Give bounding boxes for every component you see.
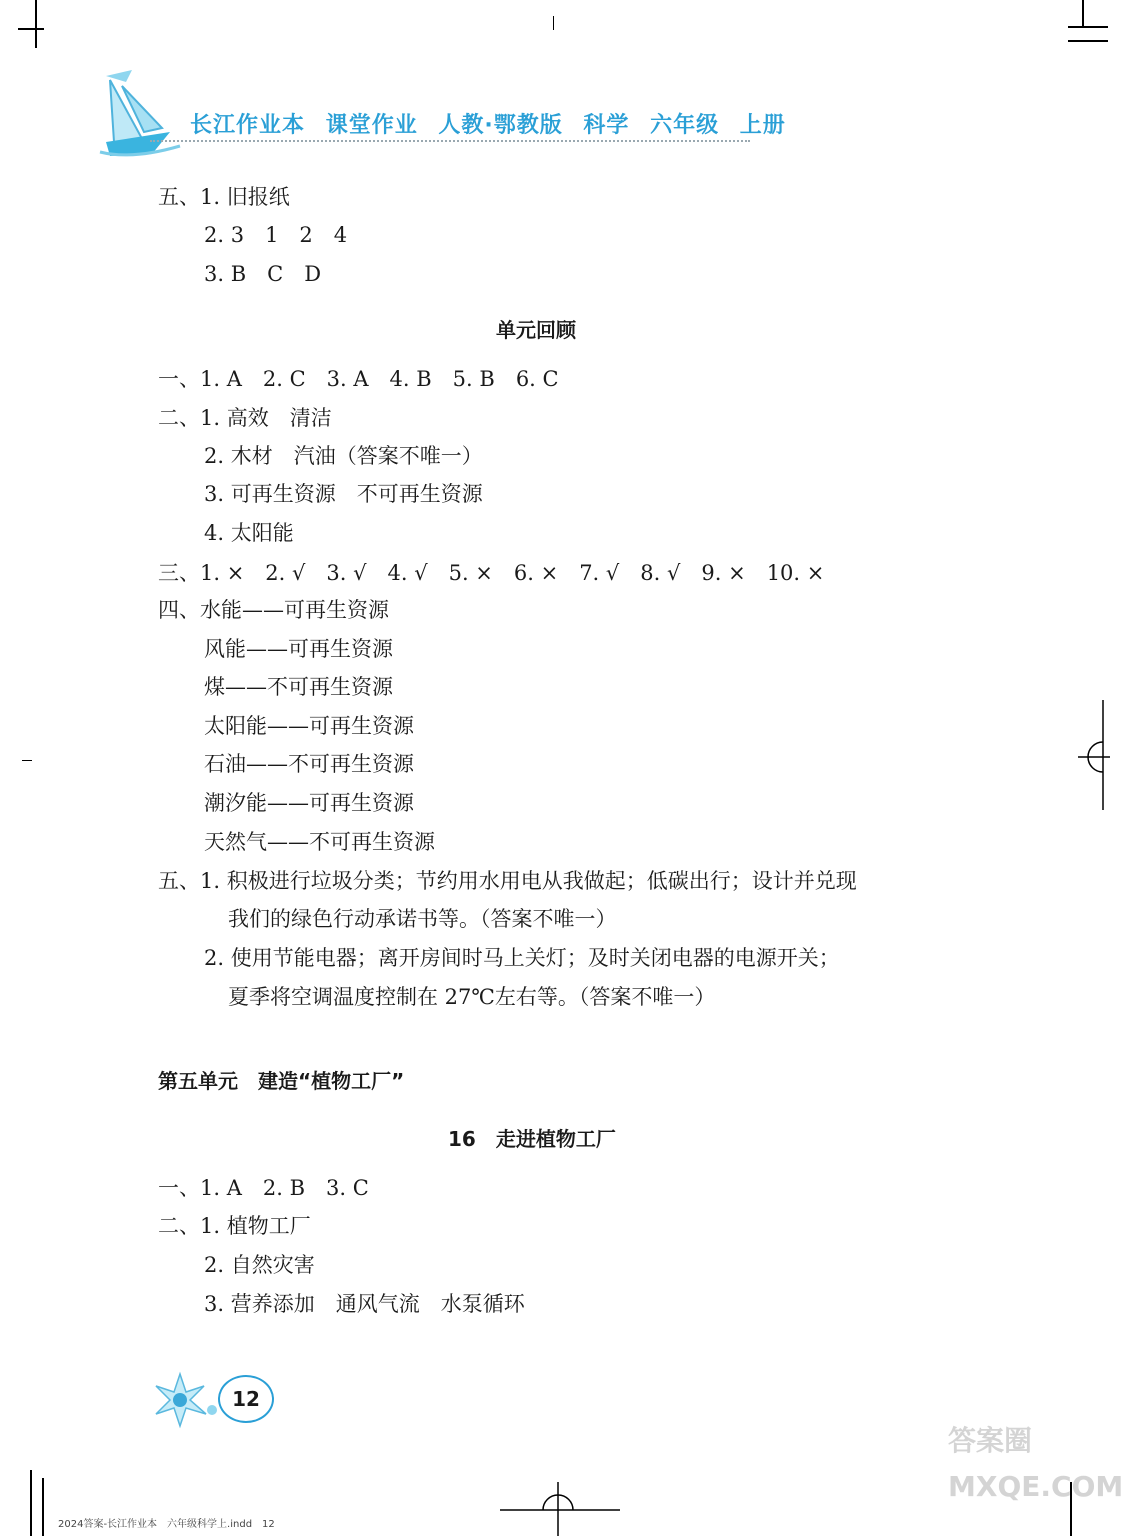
answer-line: 二、1. 植物工厂 <box>158 1214 311 1238</box>
header-edition: 人教·鄂教版 <box>438 113 563 138</box>
unit-heading: 第五单元 建造“植物工厂” <box>158 1069 405 1093</box>
answer-line: 潮汐能——可再生资源 <box>204 791 414 815</box>
header-grade: 六年级 <box>650 113 720 138</box>
answer-line: 太阳能——可再生资源 <box>204 714 414 738</box>
header-series: 长江作业本 <box>190 113 306 138</box>
answer-line: 夏季将空调温度控制在 27℃左右等。（答案不唯一） <box>228 985 716 1009</box>
crop-mark-top-right-h2 <box>1068 40 1108 42</box>
answer-line: 2. 3 1 2 4 <box>204 223 348 247</box>
watermark: 答案圈 MXQE.COM <box>948 1424 1124 1503</box>
sparkle-decoration-icon <box>150 1370 225 1430</box>
answer-line: 我们的绿色行动承诺书等。（答案不唯一） <box>228 907 617 931</box>
answer-line: 煤——不可再生资源 <box>204 675 393 699</box>
answer-line: 3. B C D <box>204 262 322 286</box>
crop-mark-bottom-left-v2 <box>42 1478 44 1536</box>
crop-mark-top-center <box>553 16 554 30</box>
answer-line: 2. 使用节能电器；离开房间时马上关灯；及时关闭电器的电源开关； <box>204 946 840 970</box>
crop-mark-top-left-v <box>35 0 37 48</box>
section-heading: 单元回顾 <box>496 318 576 342</box>
registration-mark-bottom <box>500 1470 620 1536</box>
crop-mark-top-right-h <box>1068 26 1108 28</box>
lesson-heading: 16 走进植物工厂 <box>448 1127 616 1151</box>
ship-logo-icon <box>92 68 192 160</box>
footer-note: 2024答案-长江作业本 六年级科学上.indd 12 <box>58 1519 275 1530</box>
answer-line: 二、1. 高效 清洁 <box>158 406 332 430</box>
crop-mark-bottom-left-v <box>30 1470 32 1536</box>
answer-line: 一、1. A 2. C 3. A 4. B 5. B 6. C <box>158 367 559 391</box>
page-number: 12 <box>218 1375 274 1423</box>
crop-mark-top-left-h <box>18 28 44 30</box>
answer-line: 四、水能——可再生资源 <box>158 598 389 622</box>
answer-line: 五、1. 旧报纸 <box>158 185 290 209</box>
answer-line: 一、1. A 2. B 3. C <box>158 1176 369 1200</box>
answer-line: 3. 可再生资源 不可再生资源 <box>204 482 483 506</box>
answer-line: 2. 木材 汽油（答案不唯一） <box>204 444 483 468</box>
answer-line: 五、1. 积极进行垃圾分类；节约用水用电从我做起；低碳出行；设计并兑现 <box>158 869 857 893</box>
answer-line: 3. 营养添加 通风气流 水泵循环 <box>204 1292 525 1316</box>
answer-line: 2. 自然灾害 <box>204 1253 315 1277</box>
header-title <box>190 108 798 139</box>
answer-line: 三、1. × 2. √ 3. √ 4. √ 5. × 6. × 7. √ 8. √ 9. × 10. × <box>158 561 825 585</box>
crop-mark-left-mid <box>22 760 32 761</box>
header-divider <box>150 140 750 142</box>
answer-line: 风能——可再生资源 <box>204 637 393 661</box>
header-type: 课堂作业 <box>325 113 418 138</box>
registration-mark-right <box>1070 700 1110 810</box>
crop-mark-top-right-v <box>1082 0 1084 26</box>
header-volume: 上册 <box>739 113 786 138</box>
answer-line: 4. 太阳能 <box>204 521 294 545</box>
answer-line: 天然气——不可再生资源 <box>204 830 435 854</box>
answer-line: 石油——不可再生资源 <box>204 752 414 776</box>
header-subject: 科学 <box>583 113 630 138</box>
